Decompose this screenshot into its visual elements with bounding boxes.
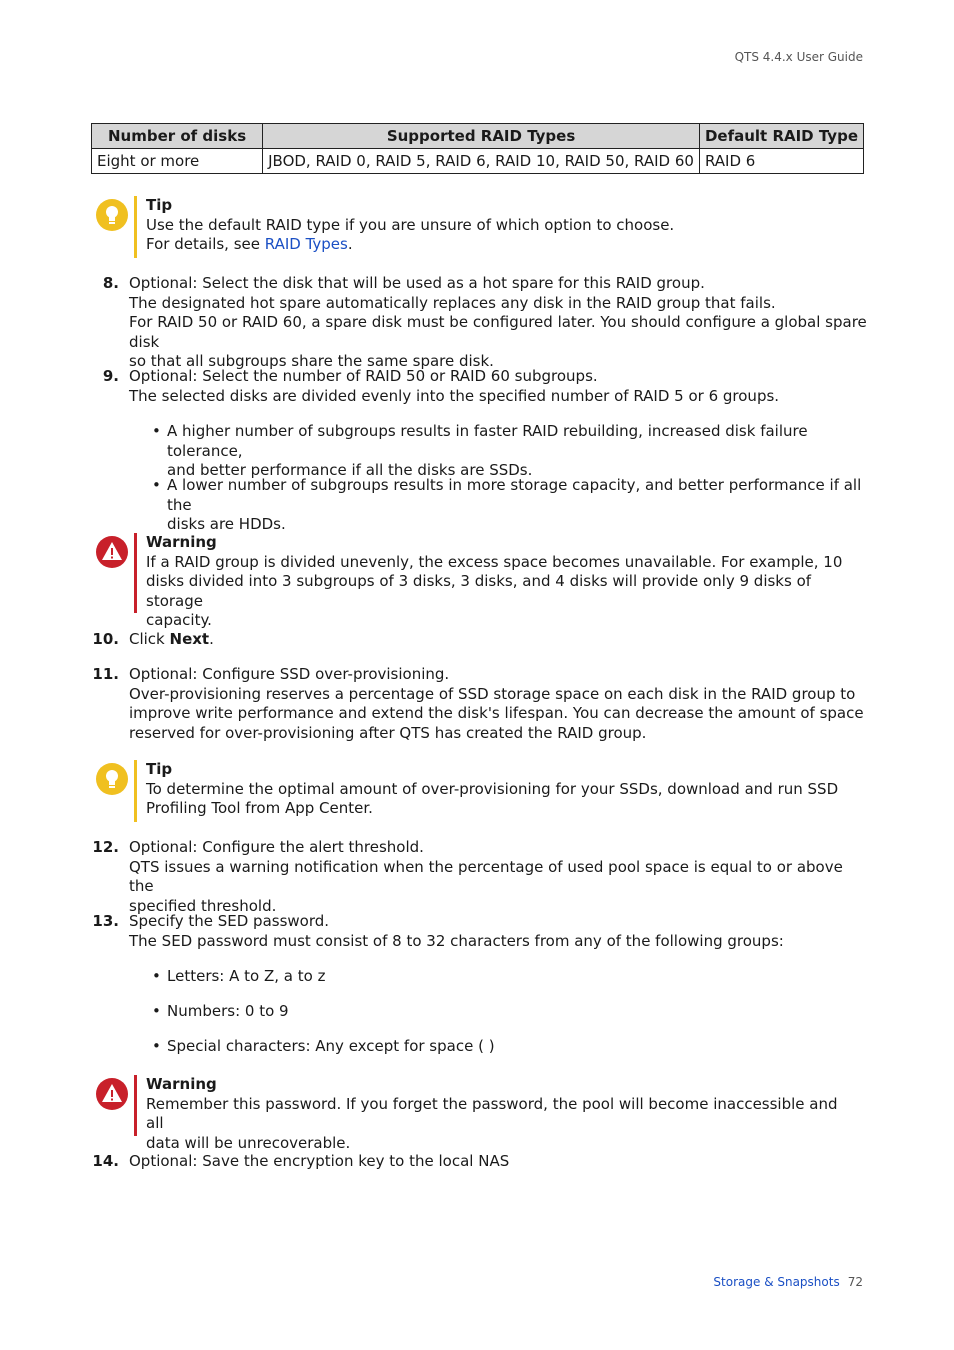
list-item [152,1002,867,1022]
next-button-label: Next [169,630,210,648]
table-header-cell: Supported RAID Types [263,124,700,149]
warning-title: Warning [146,533,217,551]
warning-callout [134,1075,856,1152]
step-text: Optional: Select the disk that will be used as a hot spare for this RAID group. [129,274,705,292]
list-item-text: disks are HDDs. [167,515,286,533]
step-9 [102,367,869,406]
list-item [152,1037,867,1057]
bullet-dot: • [152,476,161,494]
tip-title: Tip [146,196,173,214]
bullet-dot: • [152,1002,161,1020]
step-number: 13. [92,912,119,930]
list-item-text: Special characters: Any except for space ( ) [167,1037,495,1055]
step-text: The SED password must consist of 8 to 32 characters from any of the following groups: [129,931,784,950]
list-item-text: A lower number of subgroups results in more storage capacity, and better performance if all the [167,476,862,514]
page-footer [713,1275,863,1289]
table-cell: Eight or more [92,149,263,174]
list-item-text: A higher number of subgroups results in faster RAID rebuilding, increased disk failure tolerance, [167,422,808,460]
step-text: QTS issues a warning notification when the percentage of used pool space is equal to or above the [129,857,843,895]
warning-title: Warning [146,1075,217,1093]
list-item-text: Numbers: 0 to 9 [167,1002,289,1020]
bullet-dot: • [152,967,161,985]
page-number: 72 [847,1275,863,1289]
warning-text: capacity. [146,611,212,629]
list-item [152,422,867,481]
table-header-cell: Number of disks [92,124,263,149]
list-item-text: Letters: A to Z, a to z [167,967,326,985]
step-text: so that all subgroups share the same spare disk. [129,352,494,370]
lightbulb-icon [95,762,129,796]
tip-text-prefix: For details, see [146,235,265,253]
step-14 [92,1152,869,1172]
step-text: reserved for over-provisioning after QTS has created the RAID group. [129,723,647,742]
table-cell: JBOD, RAID 0, RAID 5, RAID 6, RAID 10, RAID 50, RAID 60 [263,149,700,174]
tip-text: Profiling Tool from App Center. [146,799,373,817]
table-header-row [92,124,864,149]
doc-header-title: QTS 4.4.x User Guide [734,50,863,64]
step-12 [92,838,869,916]
step-number: 14. [92,1152,119,1170]
tip-title: Tip [146,760,173,778]
list-item [152,967,867,987]
step-number: 10. [92,630,119,648]
lightbulb-icon [95,198,129,232]
step-text: Optional: Configure SSD over-provisioning. [129,665,450,683]
step-11 [92,665,869,743]
raid-types-table [91,123,864,174]
step-text: The selected disks are divided evenly into the specified number of RAID 5 or 6 groups. [129,386,780,405]
warning-text: data will be unrecoverable. [146,1133,351,1152]
warning-triangle-icon [95,1077,129,1111]
step-text: Optional: Select the number of RAID 50 or RAID 60 subgroups. [129,367,598,385]
step-text: Click [129,630,170,648]
step-text: specified threshold. [129,896,277,915]
table-header-cell: Default RAID Type [699,124,863,149]
raid-types-link[interactable]: RAID Types [264,235,348,253]
step-text: . [209,630,214,648]
step-text: Optional: Save the encryption key to the local NAS [129,1152,510,1170]
footer-section-title: Storage & Snapshots [713,1275,840,1289]
warning-triangle-icon [95,535,129,569]
tip-text-suffix: . [347,235,353,253]
tip-text [146,235,856,255]
step-number: 12. [92,838,119,856]
warning-text: disks divided into 3 subgroups of 3 disks, 3 disks, and 4 disks will provide only 9 disks of storage [146,572,812,610]
tip-text: To determine the optimal amount of over-provisioning for your SSDs, download and run SSD [146,779,839,798]
warning-callout [134,533,856,629]
step-number: 11. [92,665,119,683]
bullet-dot: • [152,422,161,440]
warning-text: Remember this password. If you forget the password, the pool will become inaccessible and all [146,1094,838,1132]
table-cell: RAID 6 [699,149,863,174]
step-text: The designated hot spare automatically replaces any disk in the RAID group that fails. [129,293,776,312]
warning-text: If a RAID group is divided unevenly, the excess space becomes unavailable. For example, 10 [146,552,843,571]
step-13 [92,912,869,951]
step-10 [92,630,869,650]
tip-callout [134,196,856,258]
step-text: improve write performance and extend the disk's lifespan. You can decrease the amount of space [129,704,864,722]
step-text: Specify the SED password. [129,912,330,930]
step-text: For RAID 50 or RAID 60, a spare disk must be configured later. You should configure a global spare disk [129,313,867,351]
table-row [92,149,864,174]
bullet-dot: • [152,1037,161,1055]
step-8 [102,274,869,372]
step-number: 9. [102,367,119,385]
step-text: Over-provisioning reserves a percentage of SSD storage space on each disk in the RAID group to [129,684,856,703]
tip-callout [134,760,856,822]
list-item [152,476,867,535]
step-number: 8. [102,274,119,292]
step-text: Optional: Configure the alert threshold. [129,838,424,856]
list-item-text: and better performance if all the disks are SSDs. [167,461,533,479]
tip-text: Use the default RAID type if you are unsure of which option to choose. [146,215,675,234]
